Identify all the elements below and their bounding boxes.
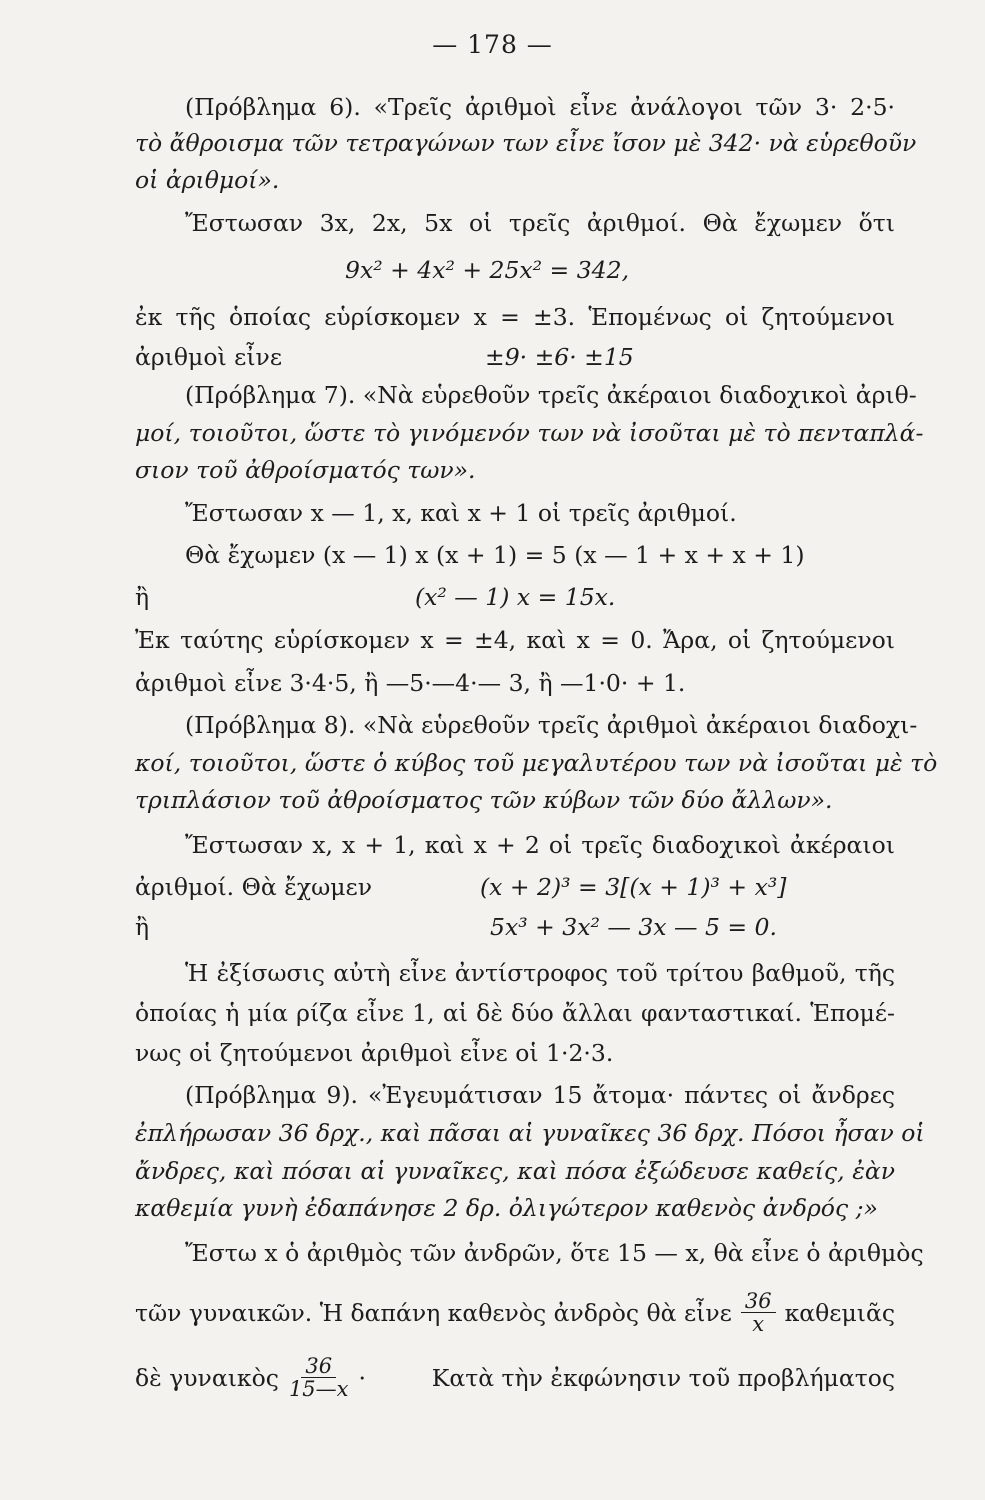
text-line: μοί, τοιοῦτοι, ὥστε τὸ γινόμενόν των νὰ ἰσοῦται μὲ τὸ πενταπλά- bbox=[135, 419, 924, 447]
fraction-36-over-15-minus-x: $\frac{36}{15—x}$ bbox=[288, 1354, 349, 1401]
text-line: τριπλάσιον τοῦ ἀθροίσματος τῶν κύβων τῶν δύο ἄλλων». bbox=[135, 786, 833, 814]
text-fragment: ἀριθμοὶ εἶνε bbox=[135, 343, 283, 371]
text-fragment: καθεμιᾶς bbox=[784, 1298, 895, 1327]
text-fragment: τῶν γυναικῶν. Ἡ δαπάνη καθενὸς ἀνδρὸς θὰ εἶνε bbox=[135, 1298, 732, 1327]
text-line bbox=[135, 912, 895, 942]
text-line: ἐπλήρωσαν 36 δρχ., καὶ πᾶσαι αἱ γυναῖκες 36 δρχ. Πόσοι ἦσαν οἱ bbox=[135, 1119, 925, 1147]
fraction-36-over-x: $\frac{36}{x}$ bbox=[741, 1290, 776, 1335]
text-line: (Πρόβλημα 6). «Τρεῖς ἀριθμοὶ εἶνε ἀνάλογοι τῶν 3· 2·5· bbox=[185, 93, 895, 121]
text-line: ὁποίας ἡ μία ρίζα εἶνε 1, αἱ δὲ δύο ἄλλαι φανταστικαί. Ἑπομέ- bbox=[135, 999, 895, 1027]
text-line: ἀριθμοὶ εἶνε 3·4·5, ἢ —5·—4·— 3, ἢ —1·0· + 1. bbox=[135, 669, 686, 697]
text-fragment: ἢ bbox=[135, 913, 150, 941]
text-line: Ἔστωσαν x — 1, x, καὶ x + 1 οἱ τρεῖς ἀριθμοί. bbox=[185, 499, 737, 527]
text-line: κοί, τοιοῦτοι, ὥστε ὁ κύβος τοῦ μεγαλυτέρου των νὰ ἰσοῦται μὲ τὸ bbox=[135, 749, 938, 777]
text-fragment: δὲ γυναικὸς bbox=[135, 1363, 279, 1392]
text-line bbox=[135, 582, 895, 612]
text-line: Θὰ ἔχωμεν (x — 1) x (x + 1) = 5 (x — 1 + x + x + 1) bbox=[185, 541, 805, 569]
text-line: δὲ γυναικὸς $\frac{36}{15—x}$ · Κατὰ τὴν ἐκφώνησιν τοῦ προβλήματος bbox=[135, 1354, 895, 1401]
text-line bbox=[135, 1290, 895, 1335]
text-line: νως οἱ ζητούμενοι ἀριθμοὶ εἶνε οἱ 1·2·3. bbox=[135, 1039, 614, 1067]
equation: 5x³ + 3x² — 3x — 5 = 0. bbox=[490, 913, 777, 941]
text-line: ἄνδρες, καὶ πόσαι αἱ γυναῖκες, καὶ πόσα ἐξώδευσε καθείς, ἐὰν bbox=[135, 1157, 895, 1185]
text-line: τὸ ἄθροισμα τῶν τετραγώνων των εἶνε ἴσον μὲ 342· νὰ εὑρεθοῦν bbox=[135, 129, 917, 157]
text-line: Ἐκ ταύτης εὑρίσκομεν x = ±4, καὶ x = 0. Ἄρα, οἱ ζητούμενοι bbox=[135, 626, 895, 654]
equation: (x² — 1) x = 15x. bbox=[415, 583, 616, 611]
text-line: (Πρόβλημα 7). «Νὰ εὑρεθοῦν τρεῖς ἀκέραιοι διαδοχικοὶ ἀριθ- bbox=[185, 381, 917, 409]
text-fragment: ἀριθμοί. Θὰ ἔχωμεν bbox=[135, 873, 372, 901]
text-line: Ἔστωσαν 3x, 2x, 5x οἱ τρεῖς ἀριθμοί. Θὰ ἔχωμεν ὅτι bbox=[185, 209, 895, 237]
text-line: Ἡ ἐξίσωσις αὐτὴ εἶνε ἀντίστροφος τοῦ τρίτου βαθμοῦ, τῆς bbox=[185, 959, 895, 987]
text-line bbox=[135, 872, 895, 902]
text-line: ἐκ τῆς ὁποίας εὑρίσκομεν x = ±3. Ἑπομένως οἱ ζητούμενοι bbox=[135, 303, 895, 331]
text-fragment: ἢ bbox=[135, 583, 150, 611]
equation: (x + 2)³ = 3[(x + 1)³ + x³] bbox=[480, 873, 787, 901]
text-line: σιον τοῦ ἀθροίσματός των». bbox=[135, 456, 476, 484]
text-line: Ἔστωσαν x, x + 1, καὶ x + 2 οἱ τρεῖς διαδοχικοὶ ἀκέραιοι bbox=[185, 831, 895, 859]
text-line: οἱ ἀριθμοί». bbox=[135, 166, 280, 194]
text-fragment: Κατὰ τὴν ἐκφώνησιν τοῦ προβλήματος bbox=[431, 1363, 895, 1392]
text-line: Ἔστω x ὁ ἀριθμὸς τῶν ἀνδρῶν, ὅτε 15 — x, θὰ εἶνε ὁ ἀριθμὸς bbox=[185, 1239, 924, 1267]
equation: 9x² + 4x² + 25x² = 342, bbox=[345, 256, 630, 284]
text-line: (Πρόβλημα 9). «Ἐγευμάτισαν 15 ἄτομα· πάντες οἱ ἄνδρες bbox=[185, 1081, 895, 1109]
text-line: (Πρόβλημα 8). «Νὰ εὑρεθοῦν τρεῖς ἀριθμοὶ ἀκέραιοι διαδοχι- bbox=[185, 711, 918, 739]
page-number: — 178 — bbox=[432, 30, 553, 59]
equation: ±9· ±6· ±15 bbox=[485, 343, 634, 371]
text-line bbox=[135, 342, 895, 372]
text-line: καθεμία γυνὴ ἐδαπάνησε 2 δρ. ὀλιγώτερον καθενὸς ἀνδρός ;» bbox=[135, 1194, 878, 1222]
